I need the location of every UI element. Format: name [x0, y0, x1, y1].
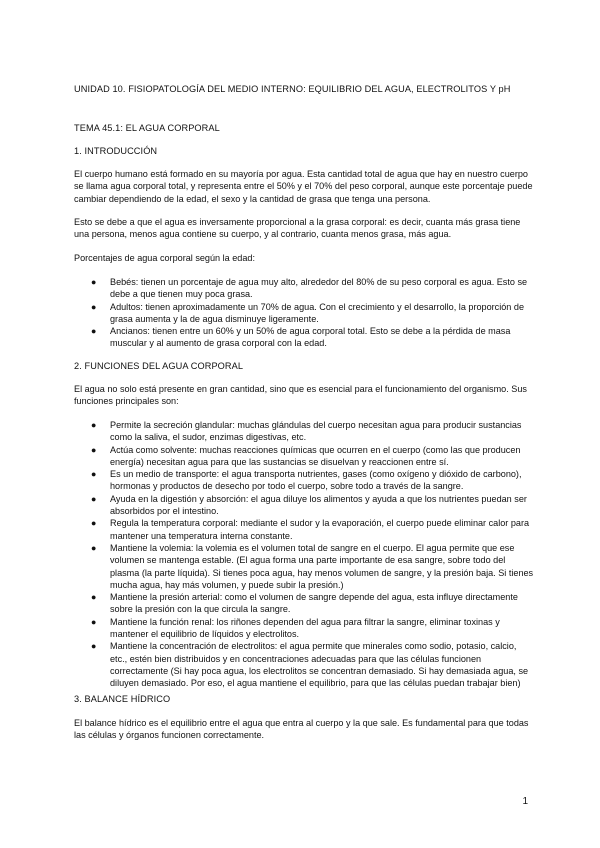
section1-list-intro: Porcentajes de agua corporal según la edad: [74, 253, 255, 263]
list-item: ● Mantiene la concentración de electrolitos: el agua permite que minerales como sodio, potasio, calcio, etc., estén bien distribuidos y en concentraciones adecuadas para que las células funcionen correctamente (Si hay poca agua, los electrolitos se concentran demasiado. Si hay demasiada agua, se diluyen demasiado. Por eso, el agua mantiene el equilibrio, para que las células puedan trabajar bien) [91, 641, 529, 689]
section2-paragraph-1: El agua no solo está presente en gran cantidad, sino que es esencial para el funcionamiento del organismo. Sus funciones principales son: [74, 384, 527, 407]
list-item: ● Es un medio de transporte: el agua transporta nutrientes, gases (como oxígeno y dióxido de carbono), hormonas y productos de desecho por todo el cuerpo, sobre todo a través de la sangre. [91, 469, 522, 492]
section1-paragraph-2: Esto se debe a que el agua es inversamente proporcional a la grasa corporal: es decir, cuanta más grasa tiene una persona, menos agua contiene su cuerpo, y al contrario, cuanta menos grasa, más agua. [74, 217, 521, 240]
bullet-icon: ● [91, 592, 97, 603]
list-item: ● Permite la secreción glandular: muchas glándulas del cuerpo necesitan agua para producir sustancias como la saliva, el sudor, enzimas digestivas, etc. [91, 420, 522, 443]
bullet-icon: ● [91, 518, 97, 529]
section3-paragraph-1: El balance hídrico es el equilibrio entre el agua que entra al cuerpo y la que sale. Es fundamental para que todas las células y órganos funcionen correctamente. [74, 718, 529, 741]
list-item: ● Adultos: tienen aproximadamente un 70% de agua. Con el crecimiento y el desarrollo, la proporción de grasa aumenta y la de agua disminuye ligeramente. [91, 301, 525, 324]
bullet-icon: ● [91, 469, 97, 480]
age-percentages-list [74, 276, 536, 350]
list-item: ● Bebés: tienen un porcentaje de agua muy alto, alrededor del 80% de su peso corporal es agua. Esto se debe a que tienen muy poca grasa. [91, 277, 528, 300]
bullet-icon: ● [91, 420, 97, 430]
list-item: ● Ancianos: tienen entre un 60% y un 50% de agua corporal total. Esto se debe a la pérdida de masa muscular y al aumento de grasa corporal con la edad. [91, 326, 511, 349]
section3-heading: 3. BALANCE HÍDRICO [74, 694, 171, 704]
section1-heading: 1. INTRODUCCIÓN [74, 146, 158, 156]
section2-heading: 2. FUNCIONES DEL AGUA CORPORAL [74, 361, 244, 371]
list-item: ● Mantiene la volemia: la volemia es el volumen total de sangre en el cuerpo. El agua permite que ese volumen se mantenga estable. (El agua forma una parte importante de esa sangre, sobre todo del plasma (la parte líquida). Si tienes poca agua, hay menos volumen de sangre, y la presión baja. Si tienes mucha agua, hay más volumen, y puede subir la presión.) [91, 542, 534, 590]
section1-paragraph-1: El cuerpo humano está formado en su mayoría por agua. Esta cantidad total de agua que hay en nuestro cuerpo se llama agua corporal total, y representa entre el 50% y el 70% del peso corporal, aunque este porcentaje puede cambiar dependiendo de la edad, el sexo y la cantidad de grasa que tenga una persona. [74, 169, 533, 204]
bullet-icon: ● [91, 444, 97, 455]
bullet-icon: ● [91, 277, 97, 287]
water-functions-list [74, 419, 536, 690]
list-item: ● Mantiene la función renal: los riñones dependen del agua para filtrar la sangre, eliminar toxinas y mantener el equilibrio de líquidos y electrolitos. [91, 616, 500, 640]
unit-title: UNIDAD 10. FISIOPATOLOGÍA DEL MEDIO INTERNO: EQUILIBRIO DEL AGUA, ELECTROLITOS Y pH [74, 84, 511, 94]
bullet-icon: ● [91, 301, 97, 312]
bullet-icon: ● [91, 542, 97, 553]
topic-title: TEMA 45.1: EL AGUA CORPORAL [74, 123, 220, 133]
bullet-icon: ● [91, 641, 97, 652]
bullet-icon: ● [91, 493, 97, 504]
list-item: ● Regula la temperatura corporal: mediante el sudor y la evaporación, el cuerpo puede eliminar calor para mantener una temperatura interna constante. [91, 518, 530, 541]
page-number: 1 [522, 796, 528, 807]
list-item: ● Actúa como solvente: muchas reacciones químicas que ocurren en el cuerpo (como las que producen energía) necesitan agua para que las sustancias se disuelvan y reaccionen entre sí. [91, 444, 521, 467]
list-item: ● Mantiene la presión arterial: como el volumen de sangre depende del agua, esta influye directamente sobre la presión con la que circula la sangre. [91, 592, 518, 615]
bullet-icon: ● [91, 326, 97, 337]
list-item: ● Ayuda en la digestión y absorción: el agua diluye los alimentos y ayuda a que los nutrientes puedan ser absorbidos por el intestino. [91, 493, 527, 517]
bullet-icon: ● [91, 616, 97, 627]
